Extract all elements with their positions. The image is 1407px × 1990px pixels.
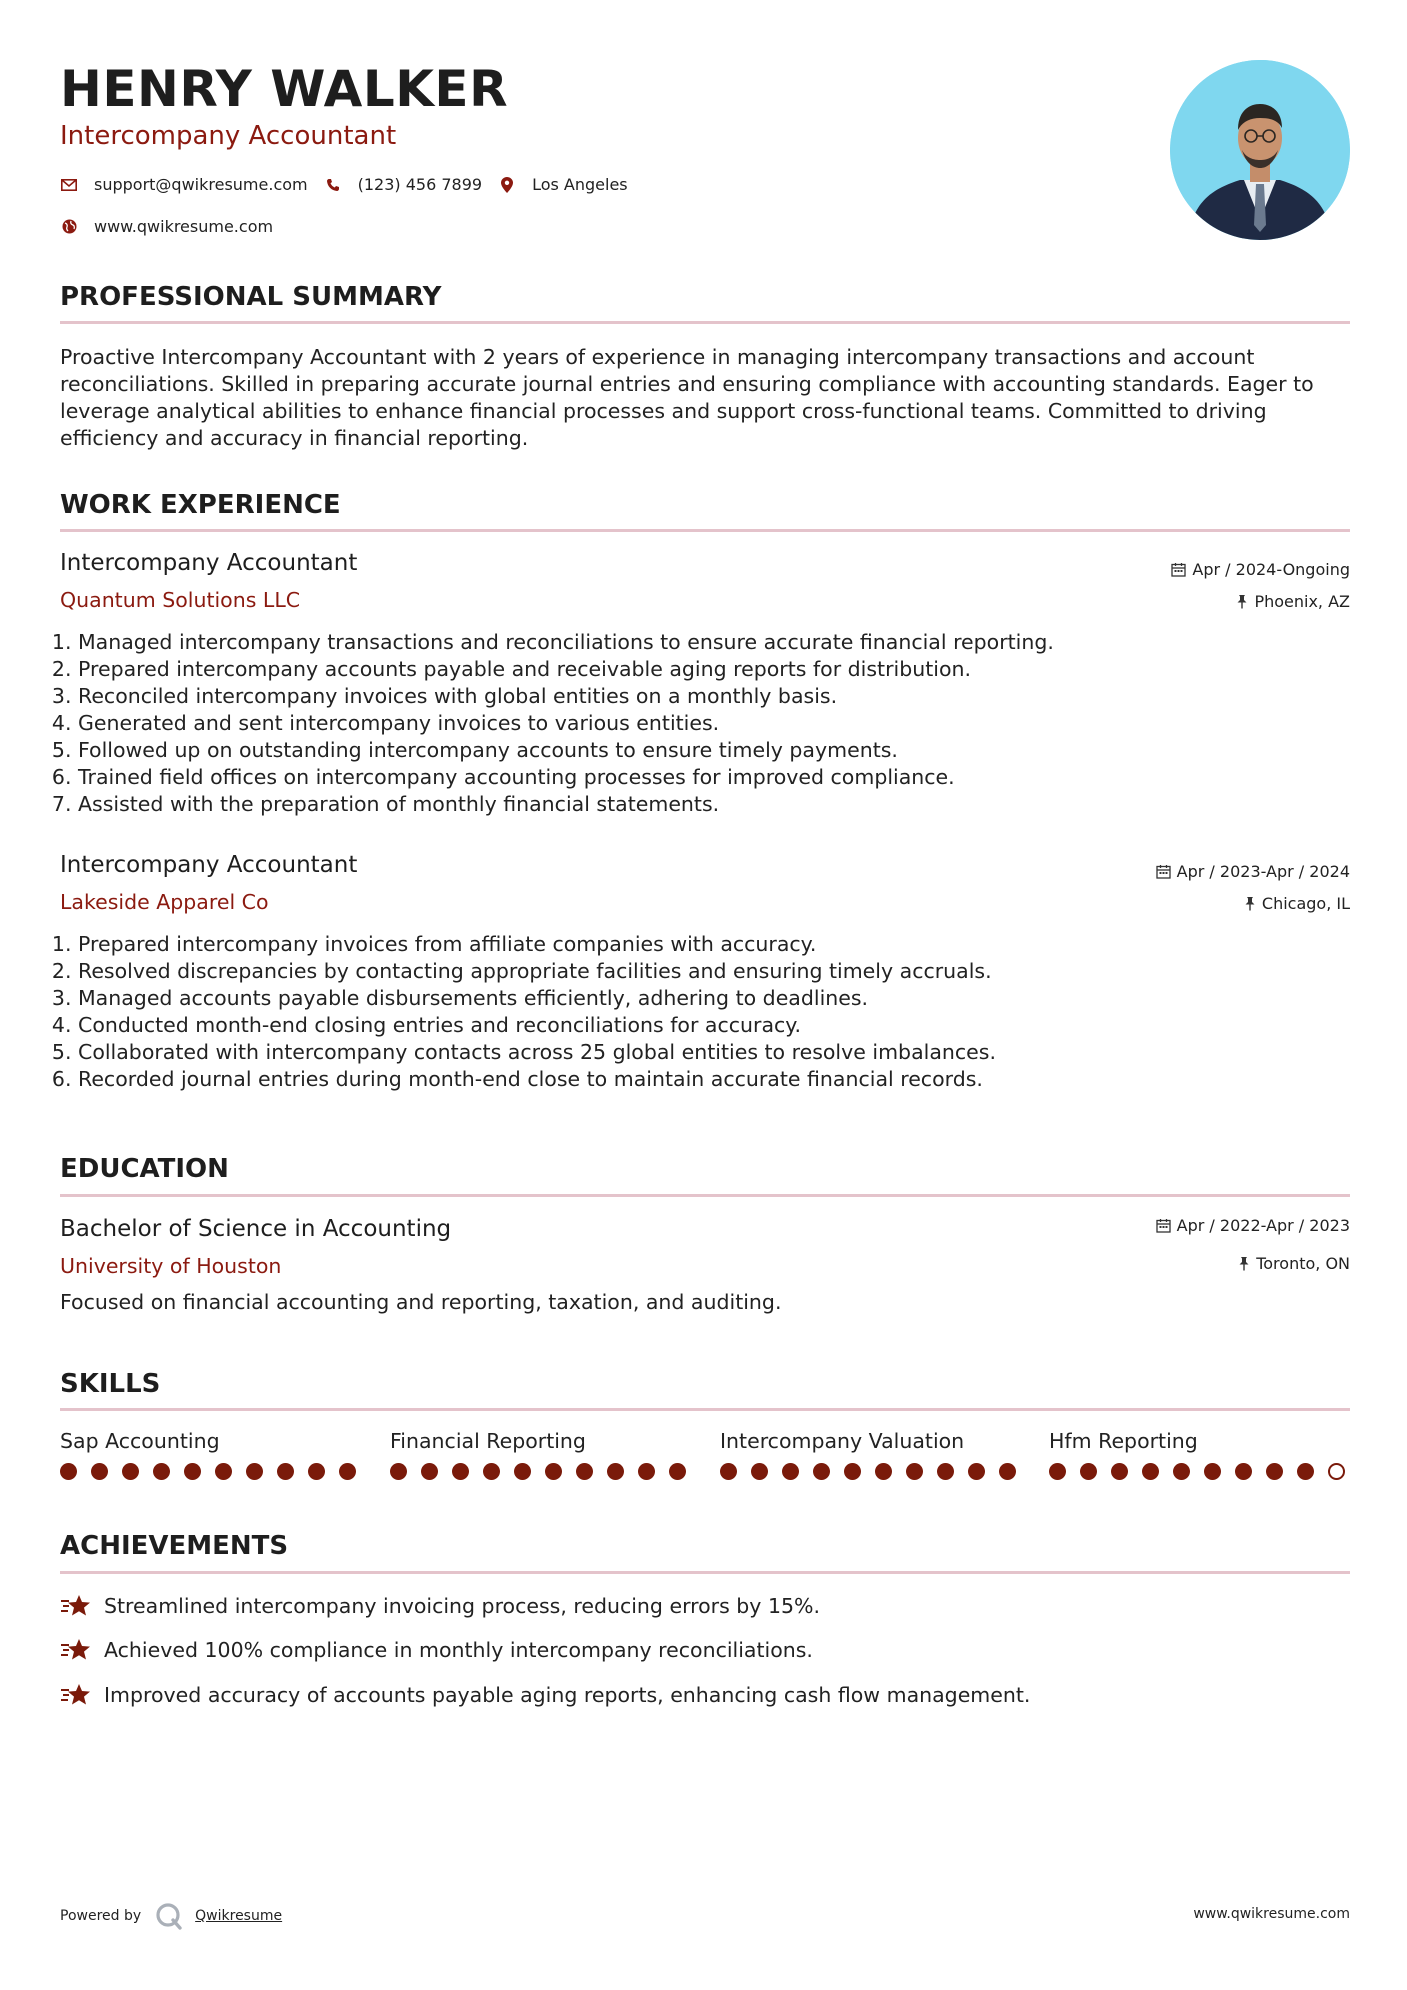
rating-dot-filled: [122, 1463, 139, 1480]
powered-by-label: Powered by: [60, 1908, 142, 1924]
footer-powered-by: [60, 1902, 282, 1930]
rating-dot-filled: [999, 1463, 1016, 1480]
summary-text: Proactive Intercompany Accountant with 2 years of experience in managing intercompany transactions and account reconciliations. Skilled in preparing accurate journal entries and ensuring compliance with accounting standards. Eager to leverage analytical abilities to enhance financial processes and support cross-functional teams. Committed to driving efficiency and accuracy in financial reporting.: [60, 345, 1314, 450]
list-item: 3. Managed accounts payable disbursements efficiently, adhering to deadlines.: [78, 985, 1350, 1012]
section-divider: [60, 1408, 1350, 1411]
rating-dot-filled: [308, 1463, 325, 1480]
section-divider: [60, 1571, 1350, 1574]
achievement-text: Improved accuracy of accounts payable aging reports, enhancing cash flow management.: [104, 1683, 1031, 1707]
list-item: 3. Reconciled intercompany invoices with global entities on a monthly basis.: [78, 683, 1350, 710]
rating-dot-filled: [875, 1463, 892, 1480]
job-title: Intercompany Accountant: [60, 550, 358, 576]
website-text[interactable]: www.qwikresume.com: [94, 217, 274, 236]
envelope-icon: [60, 176, 78, 194]
contact-row: [60, 175, 628, 194]
rating-dot-filled: [483, 1463, 500, 1480]
list-item: 6. Trained field offices on intercompany accounting processes for improved compliance.: [78, 764, 1350, 791]
job-location: Chicago, IL: [1261, 894, 1350, 913]
skill-name: Hfm Reporting: [1049, 1429, 1198, 1453]
skill-rating: [1049, 1463, 1359, 1480]
skill-rating: [720, 1463, 1030, 1480]
rating-dot-filled: [720, 1463, 737, 1480]
pushpin-icon: [1244, 896, 1256, 911]
rating-dot-filled: [60, 1463, 77, 1480]
education-heading: EDUCATION: [60, 1154, 229, 1184]
rating-dot-filled: [421, 1463, 438, 1480]
rating-dot-filled: [514, 1463, 531, 1480]
calendar-icon: [1171, 562, 1186, 577]
rating-dot-filled: [813, 1463, 830, 1480]
company-name: Lakeside Apparel Co: [60, 890, 269, 914]
rating-dot-filled: [751, 1463, 768, 1480]
skill-item: [1049, 1429, 1359, 1480]
rating-dot-filled: [638, 1463, 655, 1480]
rating-dot-filled: [607, 1463, 624, 1480]
list-item: 5. Collaborated with intercompany contacts across 25 global entities to resolve imbalances.: [78, 1039, 1350, 1066]
phone-icon: [324, 176, 342, 194]
rating-dot-filled: [1204, 1463, 1221, 1480]
education-description: Focused on financial accounting and reporting, taxation, and auditing.: [60, 1290, 782, 1314]
rating-dot-filled: [246, 1463, 263, 1480]
degree-title: Bachelor of Science in Accounting: [60, 1216, 452, 1242]
resume-page: [60, 0, 1350, 1990]
section-divider: [60, 529, 1350, 532]
achievements-heading: ACHIEVEMENTS: [60, 1531, 289, 1561]
rating-dot-filled: [1266, 1463, 1283, 1480]
education-dates-row: [1156, 1216, 1350, 1235]
job-dates: Apr / 2023-Apr / 2024: [1176, 862, 1350, 881]
skill-rating: [60, 1463, 370, 1480]
school-name: University of Houston: [60, 1254, 282, 1278]
rating-dot-filled: [1049, 1463, 1066, 1480]
list-item: 6. Recorded journal entries during month-end close to maintain accurate financial records.: [78, 1066, 1350, 1093]
rating-dot-filled: [339, 1463, 356, 1480]
pushpin-icon: [1238, 1256, 1250, 1271]
location-text: Los Angeles: [532, 175, 628, 194]
rating-dot-filled: [1297, 1463, 1314, 1480]
rating-dot-filled: [576, 1463, 593, 1480]
skill-item: [390, 1429, 700, 1480]
rating-dot-filled: [1235, 1463, 1252, 1480]
skills-heading: SKILLS: [60, 1369, 161, 1399]
job-bullets: [60, 931, 1350, 1093]
list-item: 1. Prepared intercompany invoices from affiliate companies with accuracy.: [78, 931, 1350, 958]
candidate-name: HENRY WALKER: [60, 60, 509, 118]
list-item: 1. Managed intercompany transactions and reconciliations to ensure accurate financial reporting.: [78, 629, 1350, 656]
rating-dot-filled: [215, 1463, 232, 1480]
job-dates-row: [1156, 862, 1350, 881]
experience-heading: WORK EXPERIENCE: [60, 490, 341, 520]
skill-item: [720, 1429, 1030, 1480]
education-dates: Apr / 2022-Apr / 2023: [1176, 1216, 1350, 1235]
rating-dot-filled: [844, 1463, 861, 1480]
qwikresume-logo-icon: [155, 1902, 183, 1930]
email-text[interactable]: support@qwikresume.com: [94, 175, 308, 194]
summary-heading: PROFESSIONAL SUMMARY: [60, 282, 442, 312]
education-location-row: [1238, 1254, 1350, 1273]
rating-dot-filled: [184, 1463, 201, 1480]
skill-name: Financial Reporting: [390, 1429, 586, 1453]
candidate-role: Intercompany Accountant: [60, 121, 397, 151]
section-divider: [60, 321, 1350, 324]
achievement-item: [60, 1592, 820, 1620]
list-item: 4. Generated and sent intercompany invoices to various entities.: [78, 710, 1350, 737]
footer-website[interactable]: www.qwikresume.com: [1193, 1906, 1350, 1922]
website-row: [60, 217, 273, 236]
pushpin-icon: [1236, 594, 1248, 609]
rating-dot-filled: [452, 1463, 469, 1480]
rating-dot-filled: [782, 1463, 799, 1480]
list-item: 2. Resolved discrepancies by contacting appropriate facilities and ensuring timely accruals.: [78, 958, 1350, 985]
rating-dot-filled: [1080, 1463, 1097, 1480]
achievement-item: [60, 1681, 1030, 1709]
achievement-text: Streamlined intercompany invoicing process, reducing errors by 15%.: [104, 1594, 821, 1618]
job-location-row: [1244, 894, 1350, 913]
globe-icon: [60, 218, 78, 236]
rating-dot-filled: [390, 1463, 407, 1480]
skill-name: Sap Accounting: [60, 1429, 220, 1453]
rating-dot-filled: [277, 1463, 294, 1480]
phone-text: (123) 456 7899: [357, 175, 483, 194]
skill-name: Intercompany Valuation: [720, 1429, 965, 1453]
rating-dot-empty: [1328, 1463, 1345, 1480]
achievement-item: [60, 1636, 813, 1664]
rating-dot-filled: [545, 1463, 562, 1480]
rating-dot-filled: [906, 1463, 923, 1480]
job-location: Phoenix, AZ: [1254, 592, 1350, 611]
list-item: 2. Prepared intercompany accounts payable and receivable aging reports for distribution.: [78, 656, 1350, 683]
achievement-text: Achieved 100% compliance in monthly intercompany reconciliations.: [104, 1638, 813, 1662]
list-item: 7. Assisted with the preparation of monthly financial statements.: [78, 791, 1350, 818]
calendar-icon: [1156, 1218, 1171, 1233]
job-location-row: [1236, 592, 1350, 611]
skill-rating: [390, 1463, 700, 1480]
job-dates-row: [1171, 560, 1350, 579]
job-bullets: [60, 629, 1350, 818]
star-icon: [60, 1592, 92, 1620]
star-icon: [60, 1636, 92, 1664]
calendar-icon: [1156, 864, 1171, 879]
skill-item: [60, 1429, 370, 1480]
list-item: 4. Conducted month-end closing entries and reconciliations for accuracy.: [78, 1012, 1350, 1039]
rating-dot-filled: [91, 1463, 108, 1480]
rating-dot-filled: [937, 1463, 954, 1480]
star-icon: [60, 1681, 92, 1709]
rating-dot-filled: [1173, 1463, 1190, 1480]
profile-photo: [1170, 60, 1350, 240]
job-title: Intercompany Accountant: [60, 852, 358, 878]
rating-dot-filled: [1142, 1463, 1159, 1480]
map-pin-icon: [498, 176, 516, 194]
rating-dot-filled: [968, 1463, 985, 1480]
education-location: Toronto, ON: [1256, 1254, 1350, 1273]
section-divider: [60, 1194, 1350, 1197]
rating-dot-filled: [669, 1463, 686, 1480]
job-dates: Apr / 2024-Ongoing: [1192, 560, 1350, 579]
rating-dot-filled: [153, 1463, 170, 1480]
company-name: Quantum Solutions LLC: [60, 588, 301, 612]
list-item: 5. Followed up on outstanding intercompany accounts to ensure timely payments.: [78, 737, 1350, 764]
rating-dot-filled: [1111, 1463, 1128, 1480]
brand-link[interactable]: Qwikresume: [195, 1908, 283, 1924]
